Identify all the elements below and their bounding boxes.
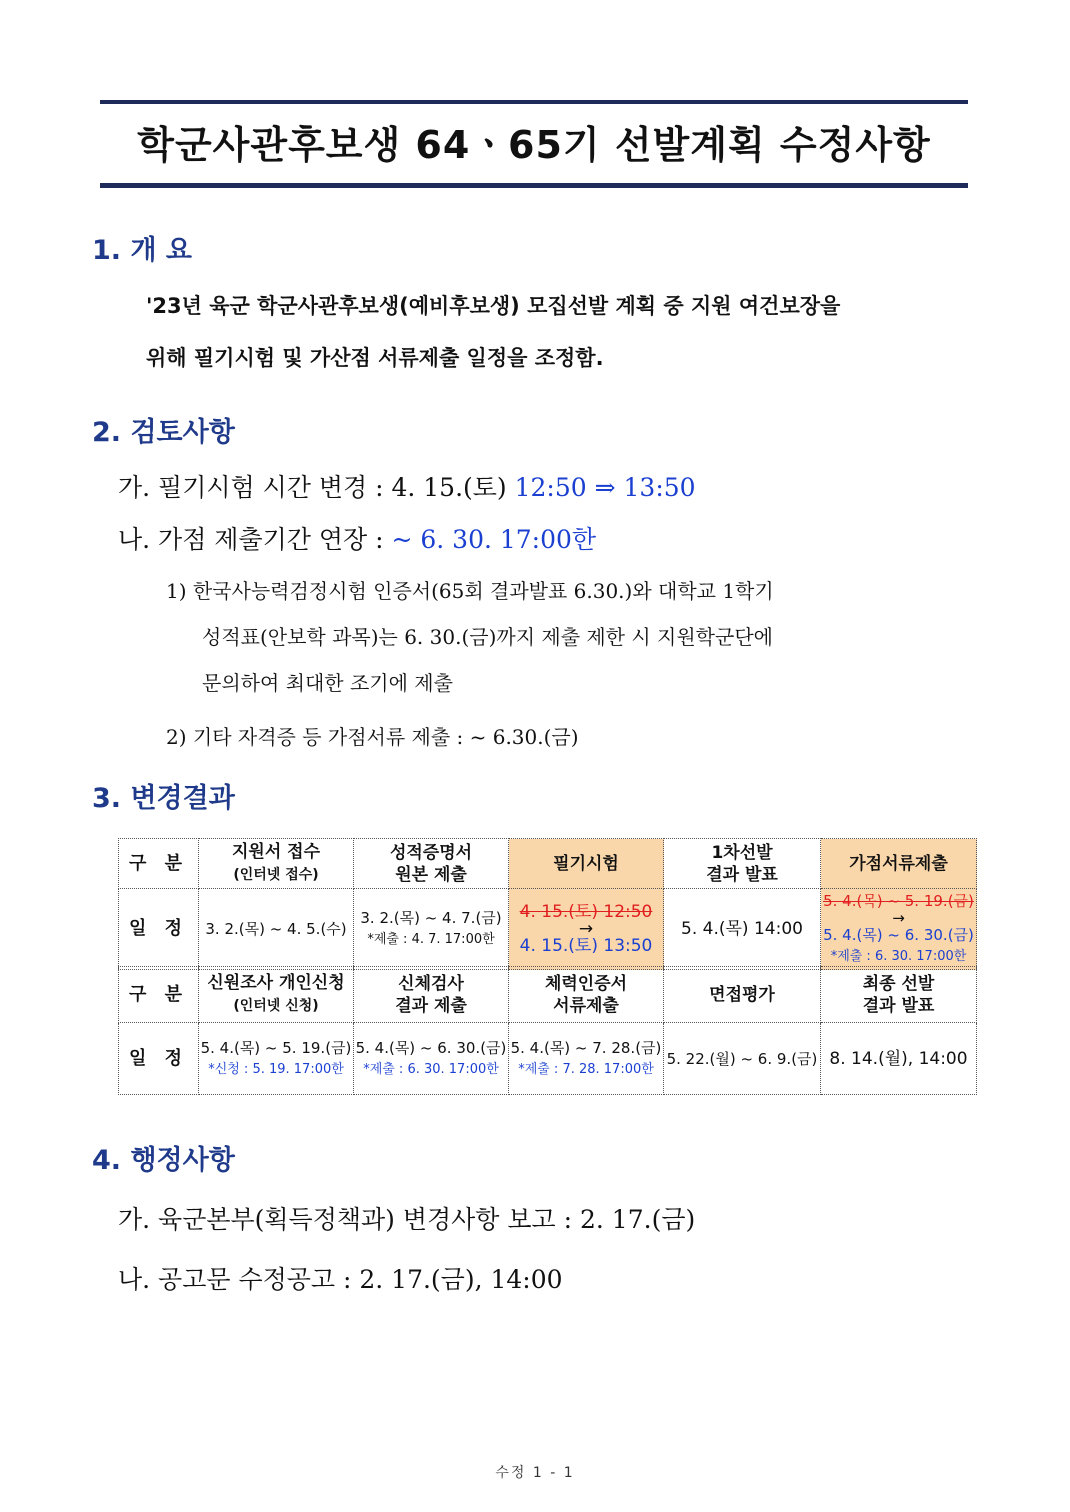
table1-c2-main: 3. 2.(목) ~ 4. 7.(금) (360, 909, 502, 927)
review-sub-1-line1: 1) 한국사능력검정시험 인증서(65회 결과발표 6.30.)와 대학교 1학기 (166, 579, 774, 603)
table2-header-interview: 면접평가 (664, 967, 821, 1023)
review-sub-1 (166, 568, 946, 706)
table2-label-schedule: 일 정 (119, 1023, 199, 1095)
table2-h2-sub: 결과 제출 (395, 995, 467, 1016)
table1-h1-main: 지원서 접수 (231, 842, 321, 862)
table1-c5-new: 5. 4.(목) ~ 6. 30.(금) (823, 926, 974, 944)
table1-c5-arrow: → (892, 909, 905, 927)
review-item-b (118, 520, 596, 556)
table1-c5-note: *제출 : 6. 30. 17:00한 (830, 949, 967, 964)
table2-c1-note: *신청 : 5. 19. 17:00한 (208, 1061, 344, 1077)
table1-label-header: 구 분 (119, 839, 199, 889)
table1-h2-main: 성적증명서 (389, 842, 473, 863)
table1-header-transcript (354, 839, 509, 889)
table2-h5-sub: 결과 발표 (862, 995, 935, 1016)
table1-header-application (199, 839, 354, 889)
section3-heading: 3. 변경결과 (92, 783, 235, 814)
table2-cell-background-check (199, 1023, 354, 1095)
schedule-table-1 (118, 838, 977, 970)
table2-cell-physical-exam (354, 1023, 509, 1095)
overview-paragraph (146, 280, 976, 384)
table2-c3-main: 5. 4.(목) ~ 7. 28.(금) (510, 1038, 662, 1057)
table1-c5-old: 5. 4.(목) ~ 5. 19.(금) (823, 892, 974, 910)
table2-h5-main: 최종 선발 (862, 973, 935, 994)
table2-header-row (119, 967, 977, 1023)
review-item-a-label: 가. 필기시험 시간 변경 : 4. 15.(토) (118, 473, 515, 502)
review-item-a-value: 12:50 ⇒ 13:50 (514, 473, 696, 502)
table1-header-bonus-docs: 가점서류제출 (821, 839, 977, 889)
page-title: 학군사관후보생 64ㆍ65기 선발계획 수정사항 (137, 123, 931, 167)
table1-h1-sub: (인터넷 접수) (233, 867, 319, 883)
review-sub-1-line3: 문의하여 최대한 조기에 제출 (202, 671, 453, 695)
table2-schedule-row (119, 1023, 977, 1095)
table2-h1-sub: (인터넷 신청) (233, 998, 319, 1014)
table1-h4-main: 1차선발 (711, 842, 773, 863)
table1-cell-transcript (354, 889, 509, 970)
review-item-b-label: 나. 가점 제출기간 연장 : (118, 525, 392, 554)
table2-h2-main: 신체검사 (398, 973, 464, 994)
title-bottom-rule (100, 183, 968, 188)
table1-header-row (119, 839, 977, 889)
section2-heading: 2. 검토사항 (92, 417, 235, 448)
table2-h1-main: 신원조사 개인신청 (207, 973, 345, 993)
table1-cell-first-result: 5. 4.(목) 14:00 (664, 889, 821, 970)
table1-c3-new: 4. 15.(토) 13:50 (519, 936, 653, 956)
table2-label-header: 구 분 (119, 967, 199, 1023)
review-sub-1-line2: 성적표(안보학 과목)는 6. 30.(금)까지 제출 제한 시 지원학군단에 (202, 625, 773, 649)
table2-h3-main: 체력인증서 (544, 973, 628, 994)
table2-cell-interview: 5. 22.(월) ~ 6. 9.(금) (664, 1023, 821, 1095)
table2-header-physical-exam (354, 967, 509, 1023)
table2-c3-note: *제출 : 7. 28. 17:00한 (518, 1061, 654, 1077)
table1-c3-arrow: → (578, 919, 594, 939)
overview-line2: 위해 필기시험 및 가산점 서류제출 일정을 조정함. (146, 346, 604, 370)
table1-header-written-exam: 필기시험 (509, 839, 664, 889)
review-item-a (118, 468, 696, 504)
overview-line1: '23년 육군 학군사관후보생(예비후보생) 모집선발 계획 중 지원 여건보장을 (146, 294, 841, 318)
table1-h2-sub: 원본 제출 (395, 864, 467, 885)
table1-c3-old: 4. 15.(토) 12:50 (519, 902, 653, 922)
page-footer: 수정 1 - 1 (495, 1465, 575, 1481)
table2-header-fitness-cert (509, 967, 664, 1023)
table2-cell-fitness-cert (509, 1023, 664, 1095)
section1-heading: 1. 개 요 (92, 235, 193, 266)
table2-header-final-result (821, 967, 977, 1023)
review-sub-2: 2) 기타 자격증 등 가점서류 제출 : ~ 6.30.(금) (166, 725, 579, 749)
table1-cell-written-exam (509, 889, 664, 970)
table1-h4-sub: 결과 발표 (706, 864, 778, 885)
table2-c1-main: 5. 4.(목) ~ 5. 19.(금) (200, 1038, 352, 1057)
table2-header-background-check (199, 967, 354, 1023)
table1-cell-application: 3. 2.(목) ~ 4. 5.(수) (199, 889, 354, 970)
table2-c2-main: 5. 4.(목) ~ 6. 30.(금) (355, 1038, 507, 1057)
table1-label-schedule: 일 정 (119, 889, 199, 970)
section4-heading: 4. 행정사항 (92, 1145, 235, 1176)
table2-h3-sub: 서류제출 (553, 995, 619, 1016)
review-item-b-value: ~ 6. 30. 17:00한 (391, 525, 597, 554)
table1-c2-note: *제출 : 4. 7. 17:00한 (367, 932, 495, 947)
table2-c2-note: *제출 : 6. 30. 17:00한 (363, 1061, 499, 1077)
table1-cell-bonus-docs (821, 889, 977, 970)
table1-schedule-row (119, 889, 977, 970)
table2-cell-final-result: 8. 14.(월), 14:00 (821, 1023, 977, 1095)
admin-item-a: 가. 육군본부(획득정책과) 변경사항 보고 : 2. 17.(금) (118, 1205, 696, 1234)
schedule-table-2 (118, 966, 977, 1095)
title-block (100, 100, 968, 188)
admin-item-b: 나. 공고문 수정공고 : 2. 17.(금), 14:00 (118, 1265, 563, 1294)
table1-header-first-result (664, 839, 821, 889)
